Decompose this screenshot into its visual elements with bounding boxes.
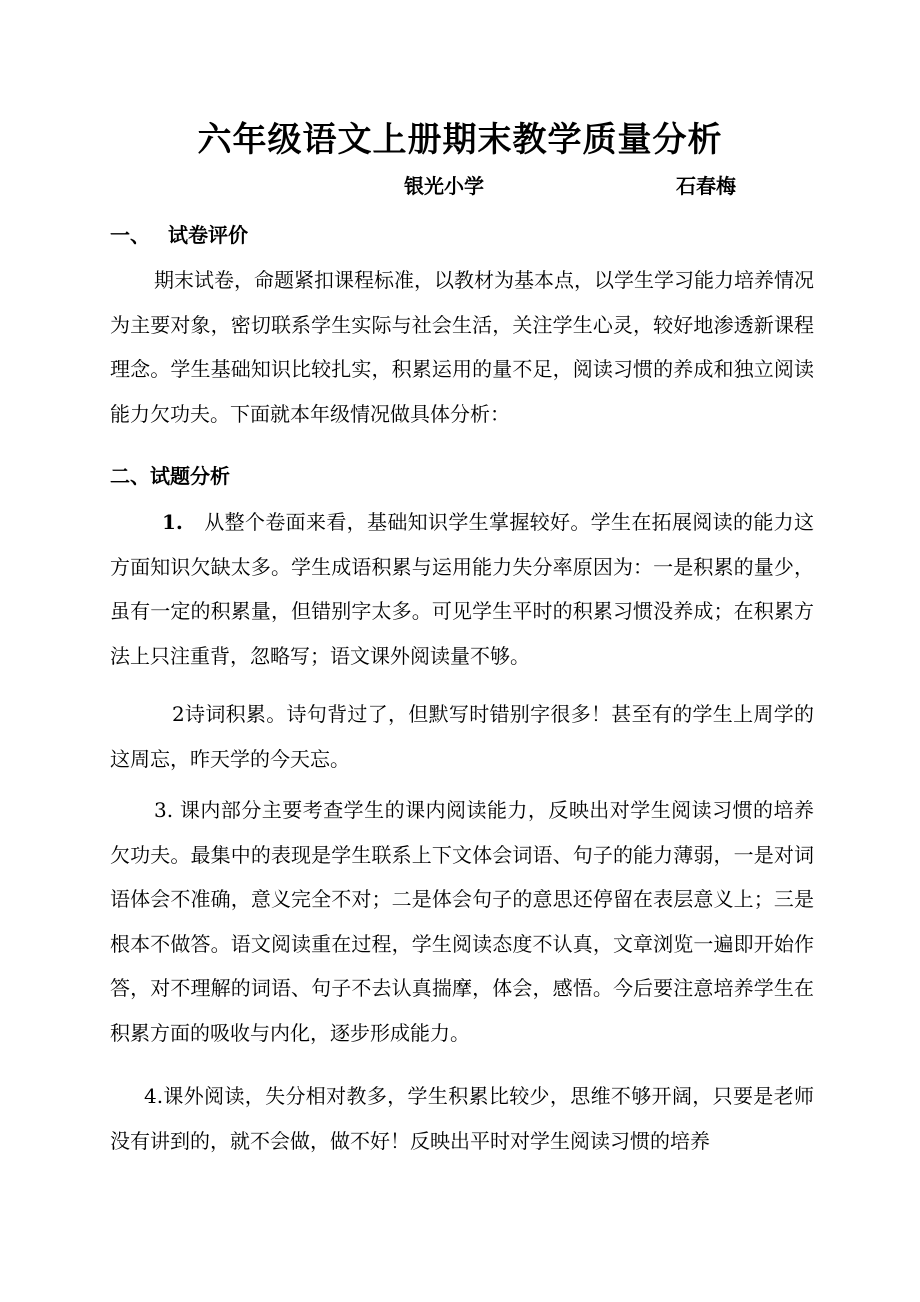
analysis-item-4-text: 4.课外阅读，失分相对教多，学生积累比较少，思维不够开阔，只要是老师没有讲到的，就不会做，做不好！反映出平时对学生阅读习惯的培养 <box>110 1084 814 1153</box>
analysis-item-3-text: 3. 课内部分主要考查学生的课内阅读能力，反映出对学生阅读习惯的培养欠功夫。最集中的表现是学生联系上下文体会词语、句子的能力薄弱，一是对词语体会不准确，意义完全不对；二是体会句子的意思还停留在表层意义上；三是根本不做答。语文阅读重在过程，学生阅读态度不认真，文章浏览一遍即开始作答，对不理解的词语、句子不去认真揣摩，体会，感悟。今后要注意培养学生在积累方面的吸收与内化，逐步形成能力。 <box>110 798 814 1045</box>
section-1-heading <box>110 219 248 248</box>
analysis-item-1-text: 从整个卷面来看，基础知识学生掌握较好。学生在拓展阅读的能力这方面知识欠缺太多。学生成语积累与运用能力失分率原因为：一是积累的量少，虽有一定的积累量，但错别字太多。可见学生平时的积累习惯没养成；在积累方法上只注重背，忽略写；语文课外阅读量不够。 <box>110 510 814 668</box>
section-2-heading: 二、试题分析 <box>110 464 230 488</box>
section-1-paragraph: 期末试卷，命题紧扣课程标准，以教材为基本点，以学生学习能力培养情况为主要对象，密切联系学生实际与社会生活，关注学生心灵，较好地渗透新课程理念。学生基础知识比较扎实，积累运用的量不足，阅读习惯的养成和独立阅读能力欠功夫。下面就本年级情况做具体分析： <box>110 268 814 426</box>
section-1-title: 试卷评价 <box>168 223 248 247</box>
analysis-item-1-number: 1. <box>162 510 183 534</box>
school-name: 银光小学 <box>404 174 484 198</box>
page-title: 六年级语文上册期末教学质量分析 <box>197 120 723 160</box>
author-name: 石春梅 <box>676 174 736 198</box>
analysis-item-2-text: 2诗词积累。诗句背过了，但默写时错别字很多！甚至有的学生上周学的这周忘，昨天学的今天忘。 <box>110 702 814 771</box>
analysis-item-4 <box>110 1074 814 1163</box>
analysis-item-2 <box>110 692 814 781</box>
analysis-item-1 <box>110 500 814 678</box>
analysis-item-3 <box>110 788 814 1055</box>
section-1-number: 一、 <box>110 223 150 247</box>
